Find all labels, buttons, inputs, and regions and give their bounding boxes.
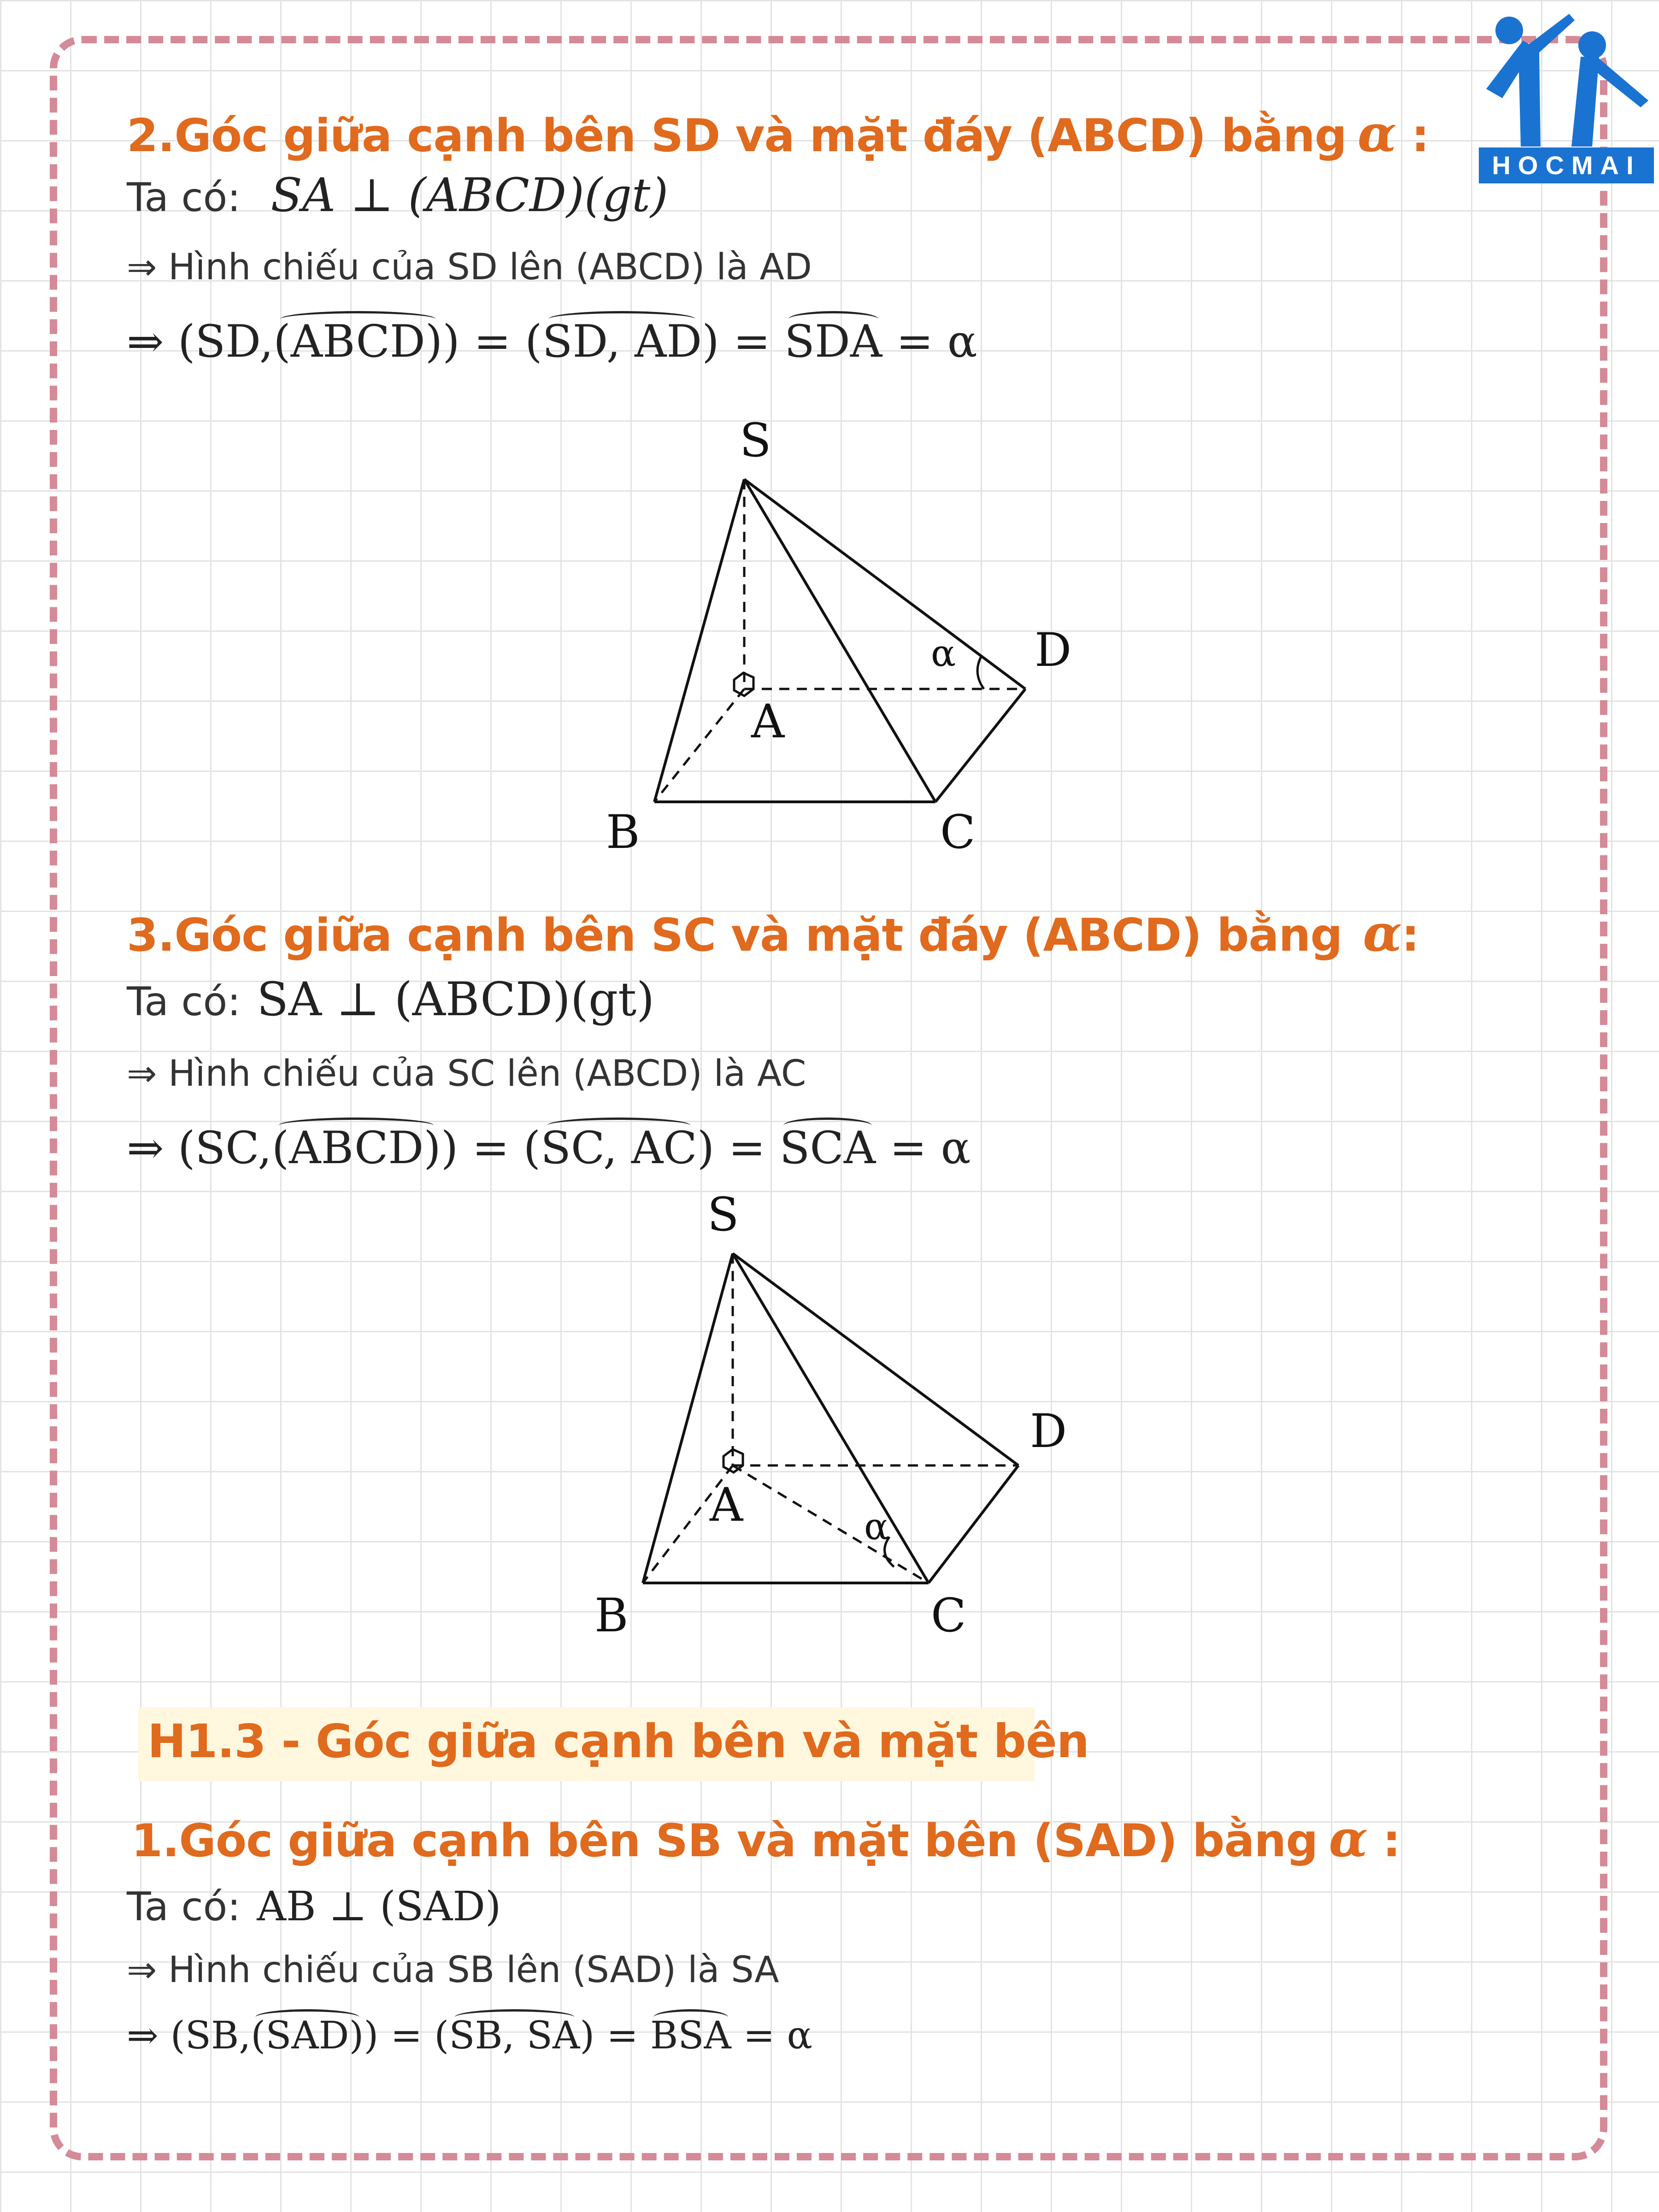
section4-heading-text: 1.Góc giữa cạnh bên SB và mặt bên (SAD) bằng (131, 1815, 1318, 1867)
logo-figures-icon (1477, 8, 1657, 151)
eq-prefix: ⇒ (SD, (127, 316, 274, 367)
label-d: D (1030, 1404, 1067, 1458)
label-c: C (940, 805, 976, 859)
section2-projection: ⇒ Hình chiếu của SD lên (ABCD) là AD (127, 247, 812, 288)
eq-prefix: ⇒ (SB, (127, 2014, 251, 2058)
section4-equation (127, 2014, 812, 2058)
eq-mid: ) = ( (441, 1122, 541, 1174)
eq-mid: ) = ( (364, 2014, 449, 2058)
label-a: A (751, 694, 785, 748)
edge-ac (733, 1465, 929, 1583)
eq-arc-plane: (SAD) (251, 2014, 364, 2058)
section3-taco-line (127, 972, 654, 1026)
edge-sb (654, 479, 744, 802)
label-s: S (740, 413, 771, 467)
taco-label: Ta có: (127, 979, 241, 1025)
eq-end: = α (743, 2014, 812, 2058)
eq-prefix: ⇒ (SC, (127, 1122, 272, 1174)
taco-math: AB ⊥ (SAD) (257, 1883, 501, 1930)
section2-equation (127, 316, 977, 367)
taco-math: SA ⊥ (ABCD)(gt) (257, 972, 655, 1026)
edge-sb (643, 1253, 733, 1583)
alpha-symbol: α (1329, 1809, 1368, 1868)
label-b: B (606, 805, 640, 859)
section3-heading (127, 903, 1419, 963)
eq-arc-plane: (ABCD) (271, 1122, 441, 1174)
section-title: H1.3 - Góc giữa cạnh bên và mặt bên (147, 1714, 1089, 1768)
eq-end: = α (896, 316, 977, 367)
edge-cd (929, 1465, 1018, 1583)
heading-colon: : (1401, 909, 1419, 962)
eq-arc-angle: SCA (779, 1122, 876, 1174)
label-alpha: α (931, 632, 956, 675)
label-a: A (710, 1478, 743, 1532)
taco-label: Ta có: (127, 175, 241, 221)
label-d: D (1035, 623, 1072, 677)
pyramid-figure-sc (576, 1189, 1106, 1645)
label-c: C (931, 1588, 966, 1642)
section3-projection: ⇒ Hình chiếu của SC lên (ABCD) là AC (127, 1053, 806, 1094)
section3-heading-text: 3.Góc giữa cạnh bên SC và mặt đáy (ABCD) bằng (127, 909, 1342, 962)
edge-sd (733, 1253, 1018, 1465)
eq-mid: ) = (702, 316, 771, 367)
heading-colon: : (1382, 1815, 1400, 1867)
section2-heading (127, 104, 1429, 163)
alpha-symbol: α (1357, 104, 1396, 163)
eq-mid: ) = (697, 1122, 766, 1174)
label-b: B (594, 1588, 629, 1642)
eq-arc-angle: SDA (784, 316, 882, 367)
edge-sc (744, 479, 935, 802)
eq-mid: ) = ( (442, 316, 542, 367)
taco-label: Ta có: (127, 1884, 241, 1930)
eq-arc-angle: BSA (650, 2014, 731, 2058)
logo-text: HOCMAI (1479, 147, 1654, 183)
heading-colon: : (1411, 110, 1429, 162)
eq-arc-lines: SD, AD (542, 316, 702, 367)
taco-math: SA ⊥ (ABCD)(gt) (271, 168, 669, 222)
section4-projection: ⇒ Hình chiếu của SB lên (SAD) là SA (127, 1949, 779, 1991)
section2-taco-line (127, 168, 668, 222)
edge-ab (654, 689, 744, 802)
eq-arc-lines: SB, SA (449, 2014, 580, 2058)
edge-sd (744, 479, 1025, 689)
section4-heading (131, 1809, 1400, 1868)
hocmai-logo (1477, 8, 1657, 179)
edge-cd (935, 689, 1025, 802)
section2-heading-text: 2.Góc giữa cạnh bên SD và mặt đáy (ABCD) bằng (127, 110, 1347, 162)
section4-taco-line (127, 1883, 501, 1930)
angle-arc (977, 656, 984, 689)
edge-sc (733, 1253, 929, 1583)
section3-equation (127, 1122, 971, 1174)
eq-arc-plane: (ABCD) (273, 316, 443, 367)
pyramid-figure-sd (576, 410, 1106, 866)
alpha-symbol: α (1363, 903, 1402, 963)
eq-end: = α (889, 1122, 971, 1174)
label-alpha: α (864, 1505, 889, 1548)
label-s: S (707, 1189, 739, 1241)
eq-mid: ) = (580, 2014, 638, 2058)
eq-arc-lines: SC, AC (541, 1122, 697, 1174)
